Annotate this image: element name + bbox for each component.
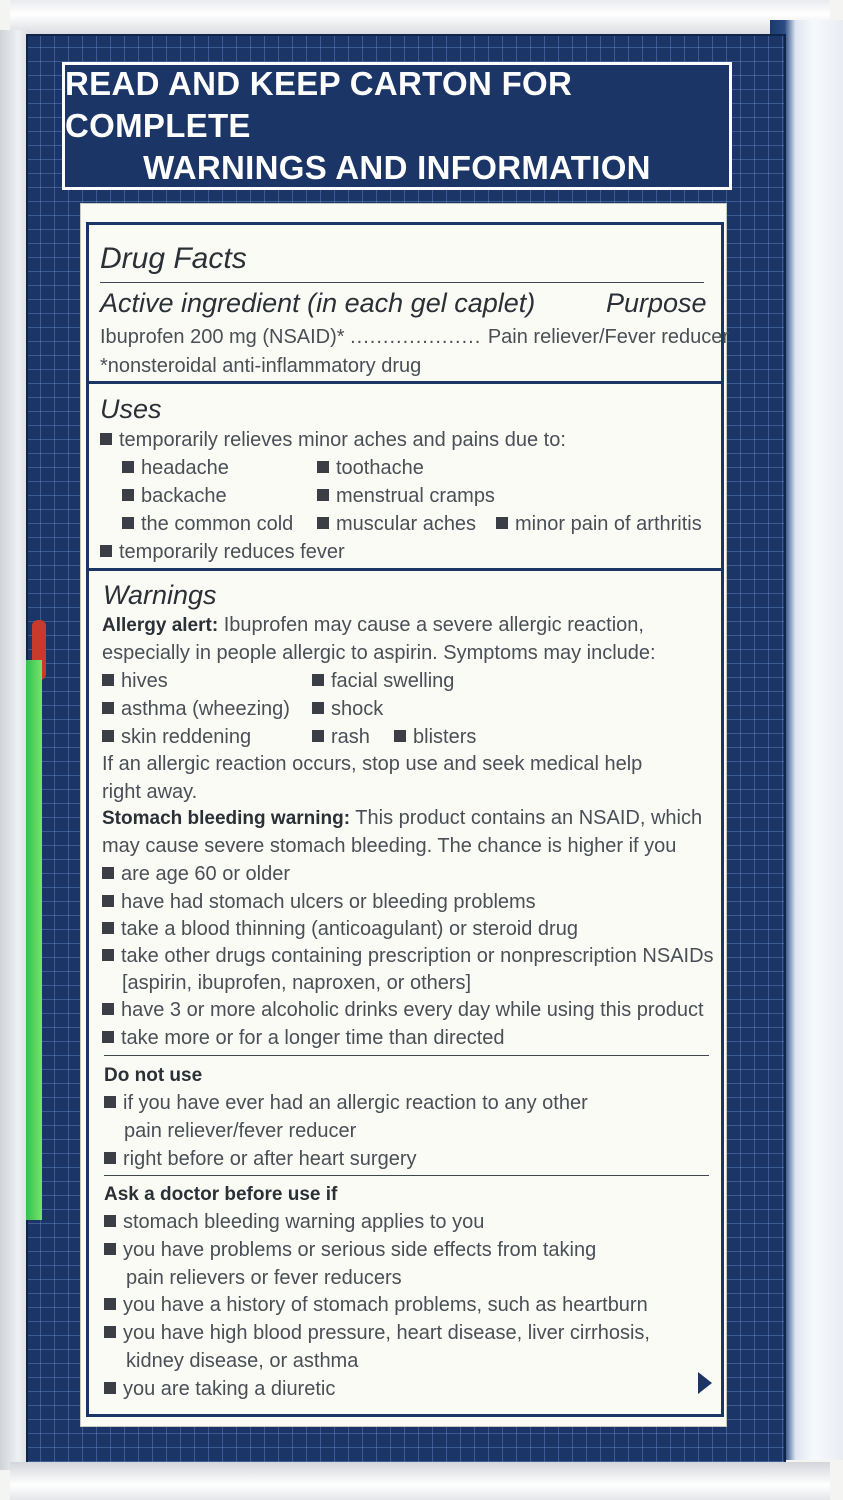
bullet-icon bbox=[102, 895, 114, 907]
do-not-use-item: right before or after heart surgery bbox=[104, 1147, 416, 1171]
bullet-icon bbox=[104, 1215, 116, 1227]
bullet-icon bbox=[102, 867, 114, 879]
stomach-item: take other drugs containing prescription or nonprescription NSAIDs bbox=[102, 944, 714, 968]
bullet-icon bbox=[496, 517, 508, 529]
active-ingredient-heading: Active ingredient (in each gel caplet) bbox=[100, 288, 536, 318]
bullet-icon bbox=[102, 730, 114, 742]
ask-doctor-item: stomach bleeding warning applies to you bbox=[104, 1210, 484, 1234]
do-not-use-item: if you have ever had an allergic reaction to any other bbox=[104, 1091, 588, 1115]
use-item: backache bbox=[122, 484, 227, 508]
symptom-item: facial swelling bbox=[312, 669, 454, 693]
banner-line-1: READ AND KEEP CARTON FOR COMPLETE bbox=[65, 65, 573, 144]
bullet-icon bbox=[100, 545, 112, 557]
use-item: toothache bbox=[317, 456, 424, 480]
divider bbox=[104, 1175, 709, 1176]
use-item: menstrual cramps bbox=[317, 484, 495, 508]
use-item: headache bbox=[122, 456, 229, 480]
use-item: minor pain of arthritis bbox=[496, 512, 702, 536]
symptom-item: shock bbox=[312, 697, 383, 721]
ask-doctor-heading: Ask a doctor before use if bbox=[104, 1184, 338, 1205]
symptom-item: blisters bbox=[394, 725, 476, 749]
bullet-icon bbox=[102, 922, 114, 934]
footnote: *nonsteroidal anti-inflammatory drug bbox=[100, 355, 422, 377]
uses-title: Uses bbox=[100, 394, 162, 424]
allergy-line-2: especially in people allergic to aspirin. Symptoms may include: bbox=[102, 642, 656, 664]
bullet-icon bbox=[394, 730, 406, 742]
ingredient-name: Ibuprofen 200 mg (NSAID)* bbox=[100, 326, 345, 348]
use-item: muscular aches bbox=[317, 512, 476, 536]
ingredient-line bbox=[100, 325, 729, 349]
section-border bbox=[88, 568, 722, 571]
ask-doctor-item-continued: kidney disease, or asthma bbox=[126, 1350, 359, 1372]
bullet-icon bbox=[312, 674, 324, 686]
divider bbox=[100, 282, 704, 283]
bullet-icon bbox=[122, 489, 134, 501]
leader-dots: .................... bbox=[350, 326, 488, 348]
continue-arrow-icon bbox=[698, 1372, 712, 1394]
uses-fever: temporarily reduces fever bbox=[100, 540, 345, 564]
warning-banner bbox=[62, 62, 732, 190]
bullet-icon bbox=[104, 1298, 116, 1310]
bullet-icon bbox=[122, 517, 134, 529]
symptom-item: hives bbox=[102, 669, 168, 693]
ask-doctor-item: you have a history of stomach problems, such as heartburn bbox=[104, 1293, 648, 1317]
stomach-item: are age 60 or older bbox=[102, 862, 290, 886]
stomach-line-1: Stomach bleeding warning: This product contains an NSAID, which bbox=[102, 807, 703, 829]
warnings-title: Warnings bbox=[103, 580, 217, 610]
ask-doctor-item-continued: pain relievers or fever reducers bbox=[126, 1267, 402, 1289]
purpose-heading: Purpose bbox=[606, 288, 707, 318]
allergy-after-1: If an allergic reaction occurs, stop use and seek medical help bbox=[102, 753, 643, 775]
ask-doctor-item: you are taking a diuretic bbox=[104, 1377, 335, 1401]
use-item: the common cold bbox=[122, 512, 293, 536]
symptom-item: asthma (wheezing) bbox=[102, 697, 290, 721]
ask-doctor-item: you have problems or serious side effects from taking bbox=[104, 1238, 596, 1262]
bullet-icon bbox=[104, 1096, 116, 1108]
stomach-item: take a blood thinning (anticoagulant) or steroid drug bbox=[102, 917, 578, 941]
bullet-icon bbox=[122, 461, 134, 473]
uses-intro: temporarily relieves minor aches and pains due to: bbox=[100, 428, 566, 452]
bullet-icon bbox=[102, 949, 114, 961]
bullet-icon bbox=[102, 674, 114, 686]
green-graphic bbox=[26, 660, 42, 1220]
banner-line-2: WARNINGS AND INFORMATION bbox=[143, 149, 651, 186]
stomach-line-2: may cause severe stomach bleeding. The chance is higher if you bbox=[102, 835, 677, 857]
stomach-item-continued: [aspirin, ibuprofen, naproxen, or others] bbox=[122, 972, 472, 994]
bullet-icon bbox=[104, 1243, 116, 1255]
bullet-icon bbox=[317, 517, 329, 529]
ingredient-purpose: Pain reliever/Fever reducer bbox=[487, 326, 730, 348]
bullet-icon bbox=[104, 1152, 116, 1164]
bullet-icon bbox=[102, 1003, 114, 1015]
bullet-icon bbox=[102, 702, 114, 714]
carton-top-edge bbox=[10, 0, 830, 36]
stomach-item: have 3 or more alcoholic drinks every day while using this product bbox=[102, 998, 704, 1022]
ask-doctor-item: you have high blood pressure, heart disease, liver cirrhosis, bbox=[104, 1321, 650, 1345]
symptom-item: skin reddening bbox=[102, 725, 251, 749]
symptom-item: rash bbox=[312, 725, 370, 749]
stomach-item: take more or for a longer time than directed bbox=[102, 1026, 505, 1050]
do-not-use-item-continued: pain reliever/fever reducer bbox=[124, 1120, 357, 1142]
bullet-icon bbox=[317, 461, 329, 473]
bullet-icon bbox=[104, 1382, 116, 1394]
stomach-item: have had stomach ulcers or bleeding problems bbox=[102, 890, 536, 914]
allergy-line-1: Allergy alert: Ibuprofen may cause a severe allergic reaction, bbox=[102, 614, 644, 636]
divider bbox=[104, 1055, 709, 1056]
do-not-use-heading: Do not use bbox=[104, 1065, 203, 1086]
bullet-icon bbox=[312, 730, 324, 742]
bullet-icon bbox=[100, 433, 112, 445]
carton-bottom-edge bbox=[10, 1462, 830, 1500]
bullet-icon bbox=[104, 1326, 116, 1338]
section-border bbox=[88, 381, 722, 384]
bullet-icon bbox=[317, 489, 329, 501]
allergy-after-2: right away. bbox=[102, 781, 198, 803]
bullet-icon bbox=[102, 1031, 114, 1043]
bullet-icon bbox=[312, 702, 324, 714]
drug-facts-title: Drug Facts bbox=[100, 242, 247, 275]
